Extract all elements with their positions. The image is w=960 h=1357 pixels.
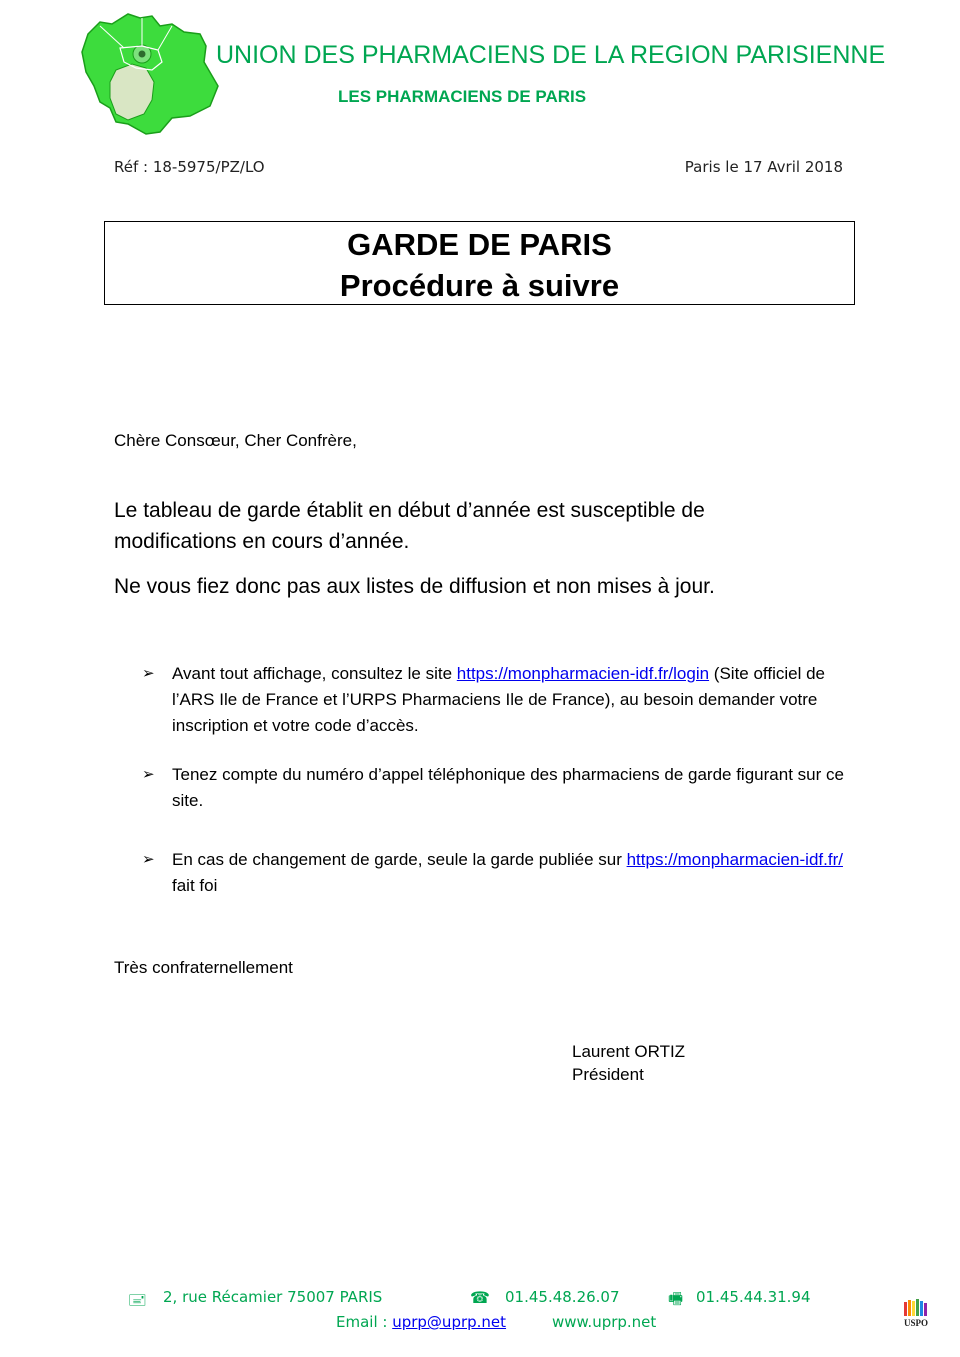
reference-number: Réf : 18-5975/PZ/LO (114, 158, 265, 176)
arrow-bullet-icon: ➢ (142, 766, 155, 783)
fax-icon: 🖷 (668, 1289, 684, 1308)
title-main: GARDE DE PARIS (347, 227, 612, 262)
envelope-icon: 🖃 (128, 1290, 147, 1309)
salutation: Chère Consœur, Cher Confrère, (114, 431, 357, 450)
bullet-text: fait foi (172, 876, 218, 895)
uspo-wordmark: USPO (903, 1318, 929, 1328)
site-link[interactable]: https://monpharmacien-idf.fr/ (626, 850, 843, 869)
email-label: Email : (336, 1313, 393, 1331)
footer-website[interactable]: www.uprp.net (552, 1313, 657, 1331)
bullet-item-consult-site (142, 661, 862, 739)
paragraph-warning: Ne vous fiez donc pas aux listes de diffusion et non mises à jour. (114, 575, 715, 598)
footer-phone: 01.45.48.26.07 (505, 1288, 620, 1306)
title-box (104, 221, 855, 305)
uprp-logo (80, 12, 222, 136)
email-link[interactable]: uprp@uprp.net (392, 1313, 507, 1331)
signatory-name: Laurent ORTIZ (572, 1042, 686, 1061)
footer-fax: 01.45.44.31.94 (696, 1288, 811, 1306)
arrow-bullet-icon: ➢ (142, 851, 155, 868)
organization-subtitle: LES PHARMACIENS DE PARIS (338, 87, 587, 106)
login-link[interactable]: https://monpharmacien-idf.fr/login (456, 664, 710, 683)
bullet-text: (Site officiel de l’ARS Ile de France et l’URPS Pharmaciens Ile de France), au besoin demander votre inscription et votre code d’accès. (172, 664, 825, 735)
arrow-bullet-icon: ➢ (142, 665, 155, 682)
footer-email-line (336, 1313, 506, 1331)
bullet-text: En cas de changement de garde, seule la garde publiée sur (172, 850, 627, 869)
footer-address: 2, rue Récamier 75007 PARIS (163, 1288, 383, 1306)
telephone-icon: ☎ (470, 1288, 490, 1307)
bullet-item-phone-number (142, 762, 862, 814)
bullet-text: Avant tout affichage, consultez le site (172, 664, 457, 683)
closing-phrase: Très confraternellement (114, 958, 293, 977)
bullet-text: Tenez compte du numéro d’appel téléphonique des pharmaciens de garde figurant sur ce site. (172, 765, 844, 810)
organization-name: UNION DES PHARMACIENS DE LA REGION PARISIENNE (216, 41, 886, 69)
title-subtitle: Procédure à suivre (339, 268, 620, 303)
letter-date: Paris le 17 Avril 2018 (684, 158, 843, 176)
paragraph-schedule-notice: Le tableau de garde établit en début d’année est susceptible de modifications en cours d’année. (114, 499, 705, 553)
uspo-logo (898, 1298, 934, 1334)
bullet-item-change-of-duty (142, 847, 862, 899)
signatory-role: Président (572, 1065, 644, 1084)
